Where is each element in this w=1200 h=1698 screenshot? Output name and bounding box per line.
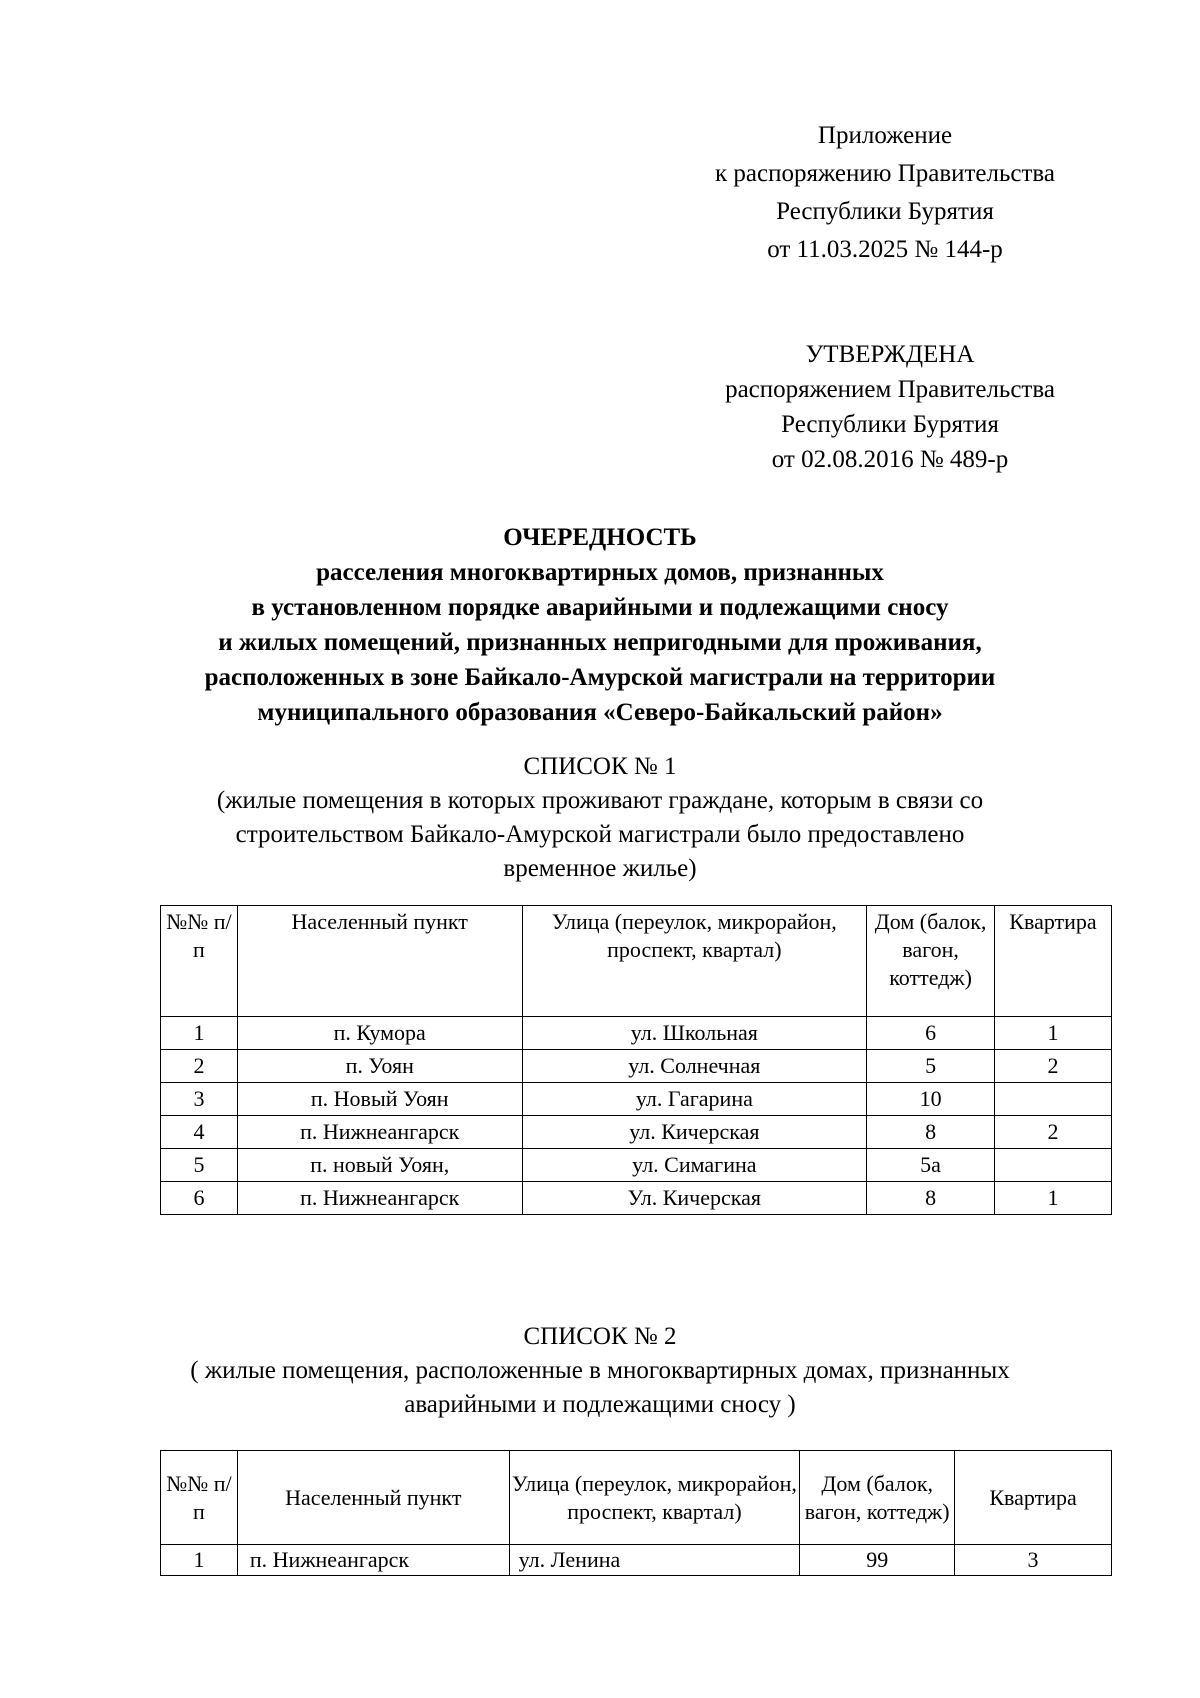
column-header: Квартира (995, 906, 1112, 1017)
table-cell: 99 (800, 1545, 955, 1576)
table-cell: 1 (161, 1545, 238, 1576)
column-header: Квартира (955, 1451, 1112, 1545)
column-header: №№ п/п (161, 1451, 238, 1545)
document-title (0, 520, 1200, 730)
title-line: и жилых помещений, признанных непригодными для проживания, (218, 629, 982, 656)
table-cell: 5а (867, 1149, 995, 1182)
list2-heading: СПИСОК № 2 (523, 1323, 677, 1350)
appendix-line: от 11.03.2025 № 144-р (767, 236, 1003, 263)
approval-stamp-text (660, 337, 1120, 477)
table-cell: п. Новый Уоян (237, 1083, 522, 1116)
column-header: Населенный пункт (237, 906, 522, 1017)
table-cell: 2 (161, 1050, 238, 1083)
column-header: №№ п/п (161, 906, 238, 1017)
table-row (161, 1116, 1112, 1149)
appendix-line: Республики Бурятия (776, 198, 994, 225)
list1-description-line: строительством Байкало-Амурской магистрали было предоставлено (235, 821, 965, 848)
column-header: Дом (балок, вагон, коттедж) (867, 906, 995, 1017)
table-header-row (161, 1451, 1112, 1545)
table-row (161, 1050, 1112, 1083)
table-cell: 5 (867, 1050, 995, 1083)
table-cell: ул. Кичерская (522, 1116, 867, 1149)
table-row (161, 1149, 1112, 1182)
list1-table (160, 905, 1112, 1215)
table-cell: п. Нижнеангарск (237, 1182, 522, 1215)
table-cell: ул. Гагарина (522, 1083, 867, 1116)
approval-line: Республики Бурятия (781, 411, 999, 438)
table-cell: 8 (867, 1182, 995, 1215)
list1-description-line: (жилые помещения в которых проживают граждане, которым в связи со (216, 787, 984, 814)
appendix-line: Приложение (817, 122, 953, 149)
table-cell: п. Нижнеангарск (237, 1545, 509, 1576)
title-line: муниципального образования «Северо-Байкальский район» (257, 699, 943, 726)
table-cell: 1 (995, 1182, 1112, 1215)
approval-line: УТВЕРЖДЕНА (805, 341, 975, 368)
table-cell: ул. Школьная (522, 1017, 867, 1050)
appendix-header (650, 117, 1120, 269)
column-header: Дом (балок, вагон, коттедж) (800, 1451, 955, 1545)
table-cell: 2 (995, 1116, 1112, 1149)
table-cell: ул. Ленина (509, 1545, 800, 1576)
table-cell: Ул. Кичерская (522, 1182, 867, 1215)
title-line: в установленном порядке аварийными и подлежащими сносу (251, 594, 949, 621)
table-cell: п. Нижнеангарск (237, 1116, 522, 1149)
table-cell: ул. Солнечная (522, 1050, 867, 1083)
table-row (161, 1545, 1112, 1576)
table-cell: п. Уоян (237, 1050, 522, 1083)
title-line: расселения многоквартирных домов, признанных (316, 559, 884, 586)
table-cell: 2 (995, 1050, 1112, 1083)
list2-heading-block (0, 1320, 1200, 1422)
table-cell: 4 (161, 1116, 238, 1149)
table-cell: 6 (161, 1182, 238, 1215)
title-line: ОЧЕРЕДНОСТЬ (503, 524, 697, 551)
table-cell: 10 (867, 1083, 995, 1116)
table-cell: 6 (867, 1017, 995, 1050)
table-cell: 3 (161, 1083, 238, 1116)
table-cell (995, 1149, 1112, 1182)
column-header: Населенный пункт (237, 1451, 509, 1545)
table-row (161, 1017, 1112, 1050)
table-cell: 5 (161, 1149, 238, 1182)
appendix-line: к распоряжению Правительства (714, 160, 1055, 187)
table-row (161, 1182, 1112, 1215)
list2-table (160, 1450, 1112, 1576)
list2-description-line: ( жилые помещения, расположенные в многоквартирных домах, признанных (190, 1357, 1010, 1384)
approval-line: распоряжением Правительства (725, 376, 1055, 403)
table-header-row (161, 906, 1112, 1017)
table-cell (995, 1083, 1112, 1116)
table-cell: 1 (995, 1017, 1112, 1050)
column-header: Улица (переулок, микрорайон, проспект, квартал) (522, 906, 867, 1017)
title-line: расположенных в зоне Байкало-Амурской магистрали на территории (204, 664, 996, 691)
table-cell: 3 (955, 1545, 1112, 1576)
list1-heading: СПИСОК № 1 (523, 753, 677, 780)
column-header: Улица (переулок, микрорайон, проспект, квартал) (509, 1451, 800, 1545)
table-cell: 1 (161, 1017, 238, 1050)
table-cell: п. новый Уоян, (237, 1149, 522, 1182)
table-cell: п. Кумора (237, 1017, 522, 1050)
table-row (161, 1083, 1112, 1116)
approval-line: от 02.08.2016 № 489-р (771, 446, 1009, 473)
table-cell: 8 (867, 1116, 995, 1149)
list1-heading-block (0, 750, 1200, 886)
table-cell: ул. Симагина (522, 1149, 867, 1182)
list2-description-line: аварийными и подлежащими сносу ) (404, 1391, 796, 1418)
list1-description-line: временное жилье) (503, 855, 697, 882)
